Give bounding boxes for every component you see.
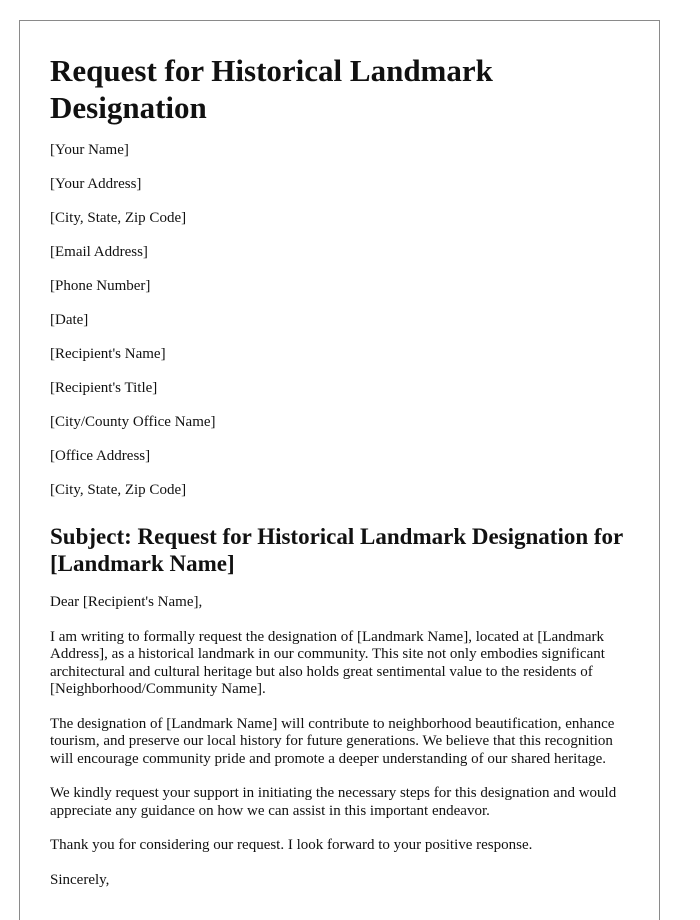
recipient-city-state-zip: [City, State, Zip Code] <box>50 482 187 498</box>
letter-content <box>50 52 635 906</box>
closing: Sincerely, <box>50 871 110 888</box>
sender-name: [Your Name] <box>50 142 129 158</box>
salutation: Dear [Recipient's Name], <box>50 594 203 610</box>
letter-body <box>50 594 635 889</box>
letter-date: [Date] <box>50 312 89 328</box>
body-paragraph: We kindly request your support in initiating the necessary steps for this designation and would appreciate any guidance on how we can assist in this important endeavor. <box>50 785 617 819</box>
body-paragraph: I am writing to formally request the designation of [Landmark Name], located at [Landmark Address], as a historical landmark in our community. This site not only embodies significant architectural and cultural heritage but also holds great sentimental value to the residents of [Neighborhood/Community Name]. <box>50 628 605 697</box>
sender-phone: [Phone Number] <box>50 278 151 294</box>
recipient-office-address: [Office Address] <box>50 448 151 464</box>
sender-city-state-zip: [City, State, Zip Code] <box>50 210 187 226</box>
address-block <box>50 141 635 515</box>
letter-page <box>19 20 660 920</box>
body-paragraph: Thank you for considering our request. I look forward to your positive response. <box>50 837 533 853</box>
body-paragraph: The designation of [Landmark Name] will contribute to neighborhood beautification, enhance tourism, and preserve our local history for future generations. We believe that this recognition will encourage community pride and promote a deeper understanding of our shared heritage. <box>50 715 615 767</box>
recipient-name: [Recipient's Name] <box>50 346 166 362</box>
sender-email: [Email Address] <box>50 244 148 260</box>
recipient-title: [Recipient's Title] <box>50 380 158 396</box>
letter-subject: Subject: Request for Historical Landmark Designation for [Landmark Name] <box>50 524 623 576</box>
letter-title: Request for Historical Landmark Designation <box>50 53 493 125</box>
sender-address: [Your Address] <box>50 176 142 192</box>
recipient-office-name: [City/County Office Name] <box>50 414 216 430</box>
